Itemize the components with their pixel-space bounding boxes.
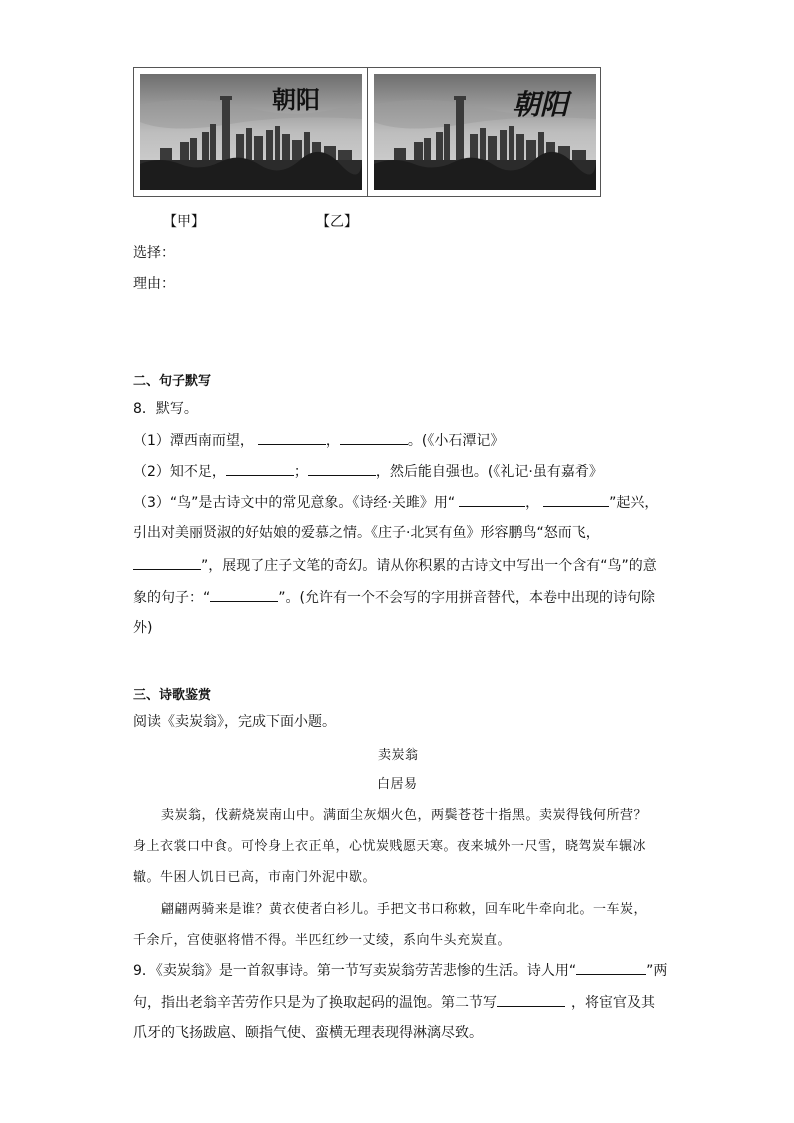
q8-1-text-c: 。(《小石潭记》 <box>407 433 505 449</box>
q8-item-3-line3 <box>133 555 657 576</box>
skyline-photo-jia <box>140 74 362 190</box>
poem-p1-line2: 身上衣裳口中食。可怜身上衣正单，心忧炭贱愿天寒。夜来城外一尺雪，晓驾炭车辗冰 <box>133 839 647 854</box>
q9-line2-text-a: 句，指出老翁辛苦劳作只是为了换取起码的温饱。第二节写 <box>133 995 497 1011</box>
q9-line1-text-a: 9．《卖炭翁》是一首叙事诗。第一节写卖炭翁劳苦悲惨的生活。诗人用“ <box>133 963 577 979</box>
q8-3-text-c: ”起兴， <box>609 495 659 511</box>
q8-1-text-a: （1）潭西南而望， <box>133 433 254 449</box>
caption-jia: 【甲】 <box>163 214 205 230</box>
q8-3-blank-2[interactable] <box>543 492 609 507</box>
poem-author: 白居易 <box>377 777 418 792</box>
image-pair-frame <box>133 67 601 197</box>
q9-blank-1[interactable] <box>576 960 646 975</box>
q8-3-text-b: ， <box>525 495 540 511</box>
q8-3-line4-text-a: 象的句子：“ <box>133 590 211 606</box>
q8-3-blank-1[interactable] <box>459 492 525 507</box>
q8-1-blank-1[interactable] <box>258 430 326 445</box>
image-jia <box>140 74 362 190</box>
section3-intro: 阅读《卖炭翁》，完成下面小题。 <box>133 714 336 730</box>
skyline-photo-yi <box>374 74 596 190</box>
q8-3-blank-4[interactable] <box>210 587 278 602</box>
q8-item-1 <box>133 430 504 451</box>
poem-p2-line1: 翩翩两骑来是谁？黄衣使者白衫儿。手把文书口称敕，回车叱牛牵向北。一车炭， <box>161 902 648 917</box>
q8-title: 8．默写。 <box>133 401 198 417</box>
q8-3-line3-text: ”，展现了庄子文笔的奇幻。请从你积累的古诗文中写出一个含有“鸟”的意 <box>201 558 657 574</box>
poem-p1-line3: 辙。牛困人饥日已高，市南门外泥中歇。 <box>133 870 377 885</box>
q8-3-blank-3[interactable] <box>133 555 201 570</box>
q8-3-line4-text-b: ”。(允许有一个不会写的字用拼音替代，本卷中出现的诗句除 <box>278 590 655 606</box>
q9-line3: 爪牙的飞扬跋扈、颐指气使、蛮横无理表现得淋漓尽致。 <box>133 1025 483 1041</box>
q9-line2-text-b: ，将宦官及其 <box>571 995 655 1011</box>
caption-yi: 【乙】 <box>316 214 358 230</box>
q8-2-text-a: （2）知不足， <box>133 464 226 480</box>
q9-line1-text-b: ”两 <box>646 963 668 979</box>
overlay-text-yi: 朝阳 <box>512 88 569 121</box>
q8-item-3-line1 <box>133 492 658 513</box>
poem-p2-line2: 千余斤，宫使驱将惜不得。半匹红纱一丈绫，系向牛头充炭直。 <box>133 933 512 948</box>
image-yi <box>374 74 596 190</box>
poem-p1-line1: 卖炭翁，伐薪烧炭南山中。满面尘灰烟火色，两鬓苍苍十指黑。卖炭得钱何所营？ <box>161 808 648 823</box>
q9-line1 <box>133 960 667 981</box>
q8-1-text-b: ， <box>325 433 340 449</box>
q8-2-blank-1[interactable] <box>226 461 294 476</box>
image-divider <box>367 68 368 196</box>
choose-label: 选择： <box>133 245 175 261</box>
reason-label: 理由： <box>133 276 175 292</box>
q8-2-text-b: ； <box>293 464 308 480</box>
q8-item-3-line5: 外) <box>133 620 153 636</box>
overlay-text-jia: 朝阳 <box>272 85 320 114</box>
q8-3-text-a: （3）“鸟”是古诗文中的常见意象。《诗经·关雎》用“ <box>133 495 456 511</box>
q8-item-2 <box>133 461 603 482</box>
q8-2-text-c: ，然后能自强也。(《礼记·虽有嘉肴》 <box>375 464 603 480</box>
q8-item-3-line2: 引出对美丽贤淑的好姑娘的爱慕之情。《庄子·北冥有鱼》形容鹏鸟“怒而飞， <box>133 525 600 541</box>
q8-2-blank-2[interactable] <box>308 461 376 476</box>
q8-item-3-line4 <box>133 587 655 608</box>
section2-heading: 二、句子默写 <box>133 374 212 389</box>
section3-heading: 三、诗歌鉴赏 <box>133 688 212 703</box>
poem-title: 卖炭翁 <box>378 748 419 763</box>
q9-line2 <box>133 992 655 1013</box>
q9-blank-2[interactable] <box>497 992 565 1007</box>
q8-1-blank-2[interactable] <box>340 430 408 445</box>
